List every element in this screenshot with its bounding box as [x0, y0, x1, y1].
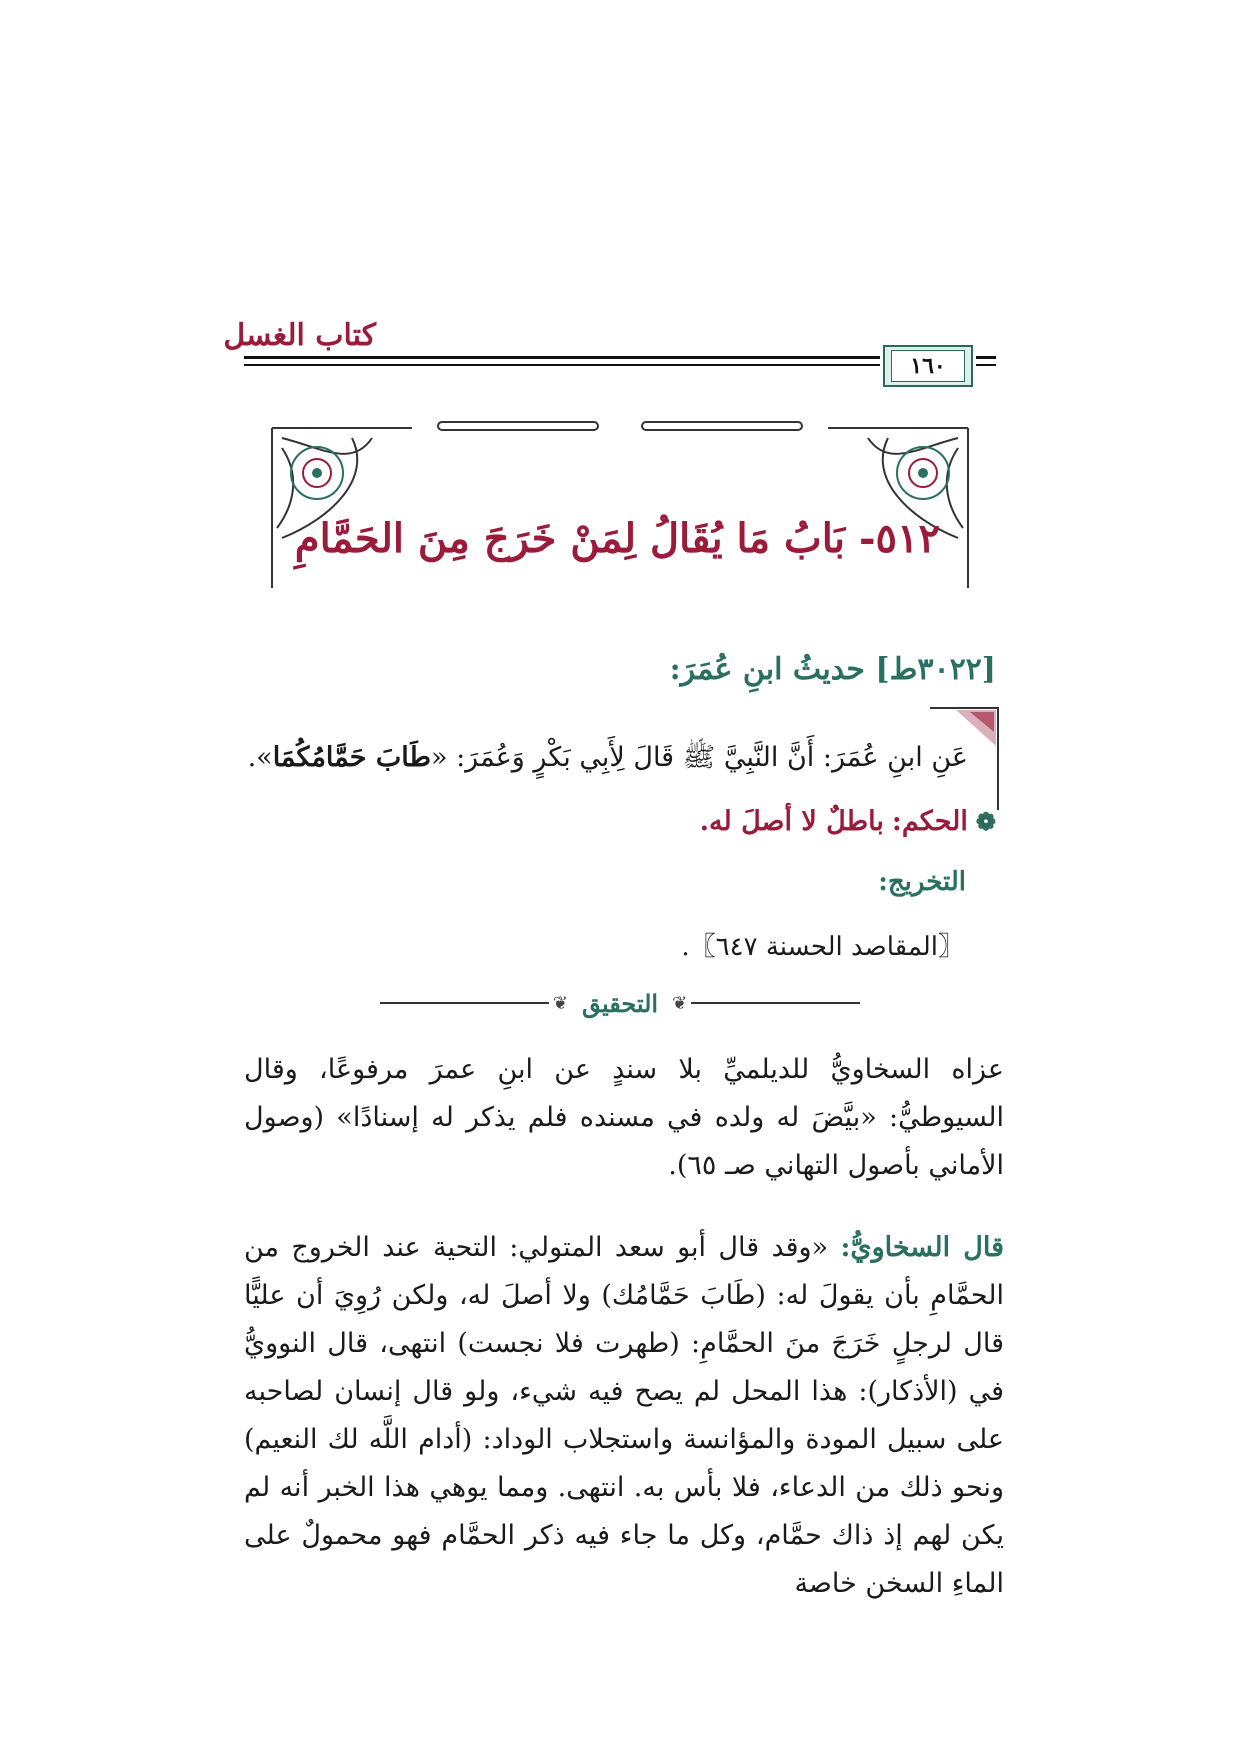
- divider-line-right: [691, 1002, 860, 1004]
- paragraph-sakhawi-quote: [244, 1224, 1004, 1608]
- chapter-title: ٥١٢- بَابُ مَا يُقَالُ لِمَنْ خَرَجَ مِنَ الحَمَّامِ: [294, 515, 940, 562]
- rosette-icon: ❁: [975, 807, 996, 836]
- hadith-text-end: ».: [247, 742, 273, 773]
- book-title: كتاب الغسل: [223, 318, 376, 353]
- ruling-line: [700, 806, 996, 837]
- header-rule-right-top: [976, 356, 996, 359]
- chapter-ornament-frame: [268, 418, 972, 588]
- ornament-icon: ❦: [552, 992, 568, 1014]
- takhrij-reference: 〖المقاصد الحسنة ٦٤٧〗.: [681, 932, 964, 962]
- page-number: ١٦٠: [910, 353, 946, 379]
- tahqiq-label: التحقيق: [581, 988, 659, 1018]
- ornament-right-corner: [828, 428, 968, 588]
- ornament-left-corner: [272, 428, 412, 588]
- ornament-icon: ❦: [672, 992, 688, 1014]
- paragraph-lead: قال السخاويُّ:: [840, 1232, 1004, 1263]
- hadith-text: [248, 740, 968, 780]
- header-rule-top: [244, 356, 880, 359]
- ornament-top-bars: [438, 422, 802, 430]
- header-rule-bottom: [244, 364, 880, 366]
- page-number-box: [883, 345, 973, 387]
- divider-line-left: [380, 1002, 549, 1004]
- takhrij-label: التخريج:: [878, 867, 966, 897]
- ruling-value: باطلٌ لا أصلَ له.: [699, 806, 884, 837]
- hadith-text-start: عَنِ ابنِ عُمَرَ: أَنَّ النَّبِيَّ ﷺ قَالَ لِأَبِي بَكْرٍ وَعُمَرَ: «: [430, 742, 968, 773]
- hadith-text-quote: طَابَ حَمَّامُكُمَا: [272, 742, 431, 773]
- tahqiq-divider: [380, 986, 860, 1020]
- ruling-label: الحكم:: [891, 806, 968, 837]
- paragraph-body: «وقد قال أبو سعد المتولي: التحية عند الخروج من الحمَّامِ بأن يقولَ له: (طَابَ حَمَّامُك) ولا أصلَ له، ولكن رُوِيَ أن عليًّا قال لرجلٍ خَرَجَ منَ الحمَّامِ: (طهرت فلا نجست) انتهى، قال النوويُّ في (الأذكار): هذا المحل لم يصح فيه شيء، ولو قال إنسان لصاحبه على سبيل المودة والمؤانسة واستجلاب الوداد: (أدام اللَّه لك النعيم) ونحو ذلك من الدعاء، فلا بأس به. انتهى. ومما يوهي هذا الخبر أنه لم يكن لهم إذ ذاك حمَّام، وكل ما جاء فيه ذكر الحمَّام فهو محمولٌ على الماءِ السخن خاصة: [244, 1232, 1004, 1599]
- header-rule-right-bottom: [976, 364, 996, 366]
- hadith-heading: [٣٠٢٢ط] حديثُ ابنِ عُمَرَ:: [669, 652, 996, 687]
- paragraph-sakhawi-attribution: عزاه السخاويُّ للديلميِّ بلا سندٍ عن ابنِ عمرَ مرفوعًا، وقال السيوطيُّ: «بيَّضَ له ولده في مسنده فلم يذكر له إسنادًا» (وصول الأماني بأصول التهاني صـ ٦٥).: [244, 1054, 1004, 1181]
